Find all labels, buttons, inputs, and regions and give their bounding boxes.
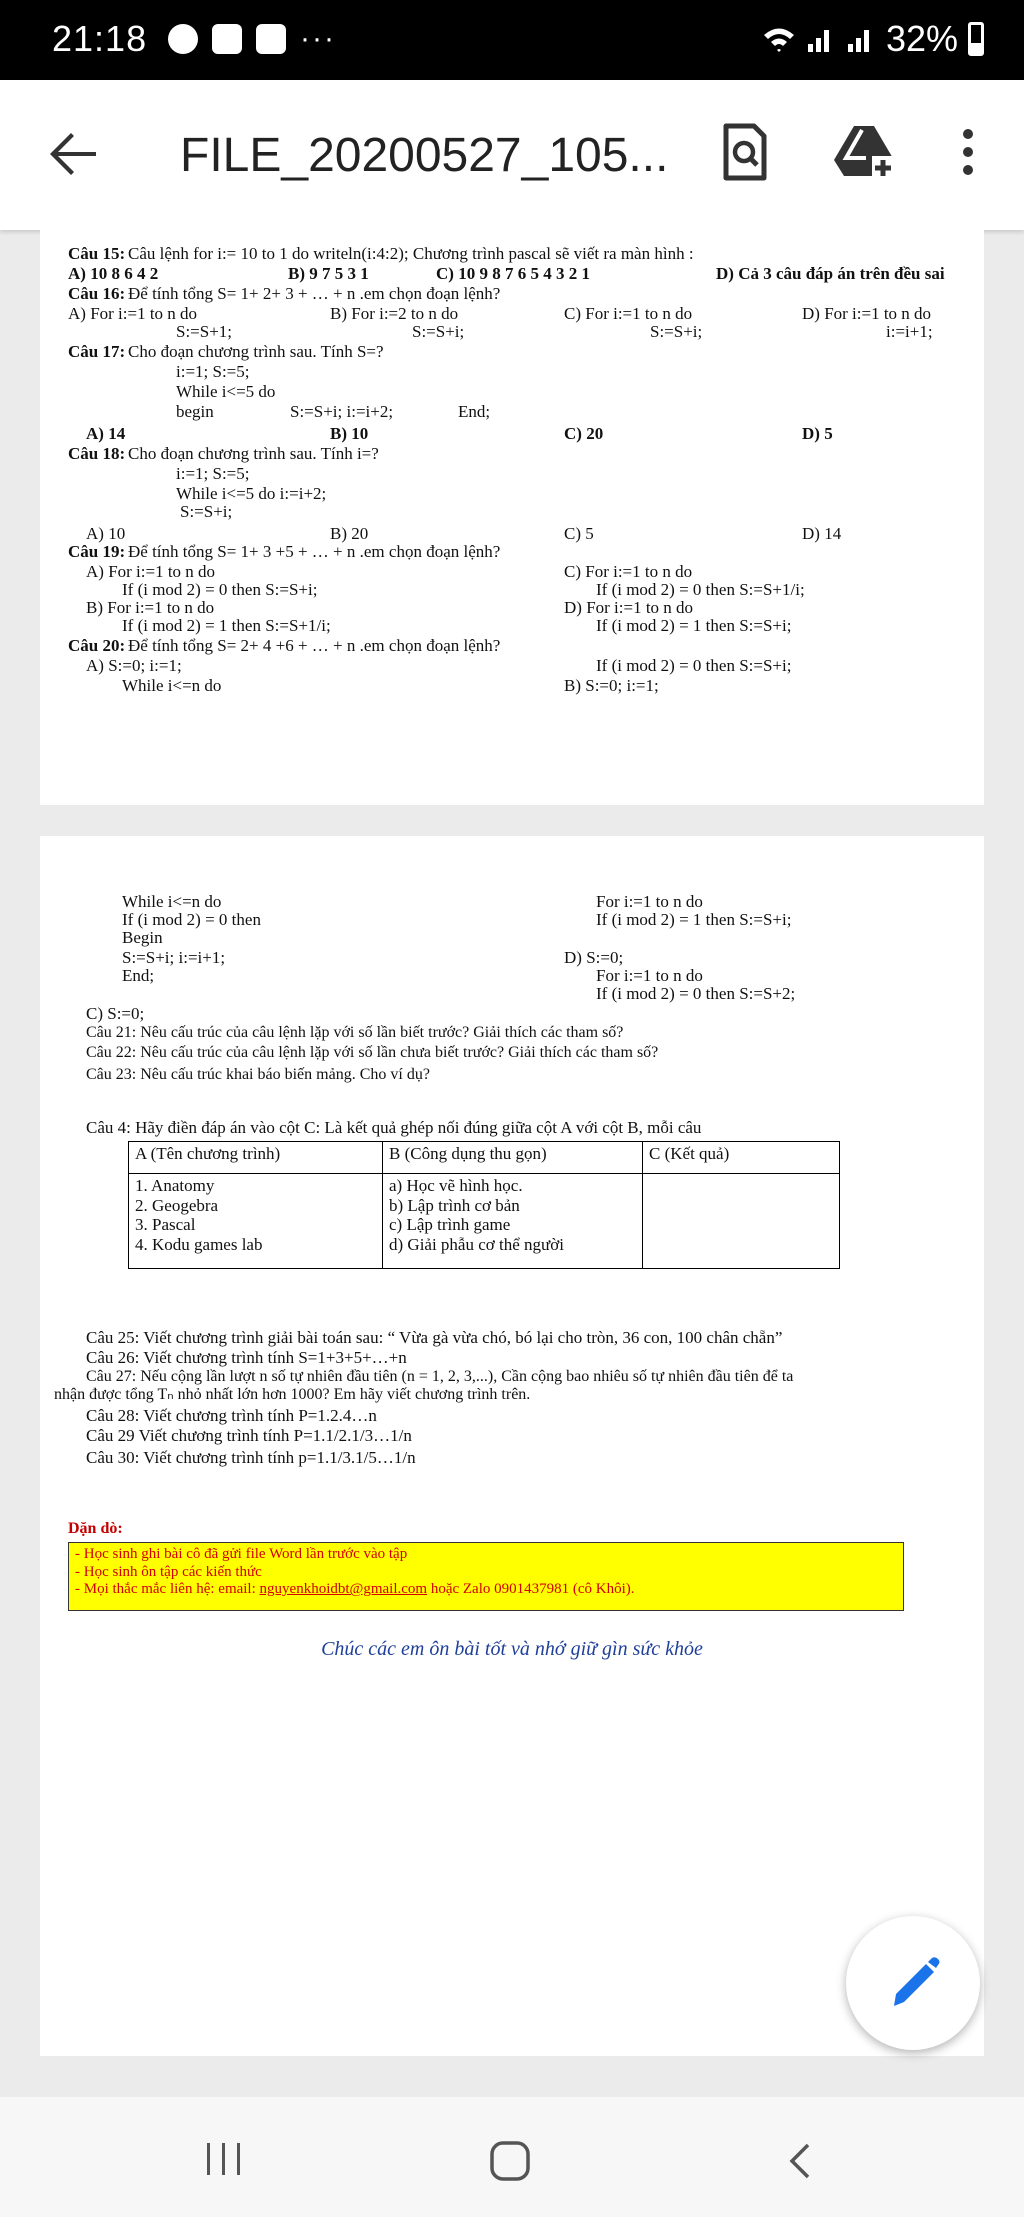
pencil-icon xyxy=(846,1916,980,2050)
table-row-2-b: b) Lập trình cơ bản xyxy=(389,1195,520,1215)
q20-option-b-line1: B) S:=0; i:=1; xyxy=(564,676,659,695)
p2-code-right-2: If (i mod 2) = 1 then S:=S+i; xyxy=(596,910,792,929)
signal-icon-2 xyxy=(846,24,876,54)
document-page-1[interactable] xyxy=(40,230,984,805)
q21: Câu 21: Nêu cấu trúc của câu lệnh lặp với số lần biết trước? Giải thích các tham số? xyxy=(86,1024,624,1041)
status-bar xyxy=(0,0,1024,80)
q17-label: Câu 17: xyxy=(68,342,126,361)
p2-code-right-1: For i:=1 to n do xyxy=(596,892,703,911)
q23: Câu 23: Nêu cấu trúc khai báo biến mảng. Cho ví dụ? xyxy=(86,1066,430,1083)
q18-option-b: B) 20 xyxy=(330,524,369,543)
q17-option-b: B) 10 xyxy=(330,424,369,443)
app-notification-icon xyxy=(168,24,198,54)
p2-code-right-4: For i:=1 to n do xyxy=(596,966,703,985)
q19-option-a-line2: If (i mod 2) = 0 then S:=S+i; xyxy=(122,580,318,599)
signal-icon-1 xyxy=(806,24,836,54)
wifi-icon xyxy=(762,24,796,54)
reminder-heading: Dặn dò: xyxy=(68,1520,123,1537)
q20-right-line1: If (i mod 2) = 0 then S:=S+i; xyxy=(596,656,792,675)
q15-option-d: D) Cả 3 câu đáp án trên đều sai xyxy=(716,264,945,283)
table-cell-b xyxy=(383,1174,643,1269)
message-notification-icon xyxy=(256,24,286,54)
q29: Câu 29 Viết chương trình tính P=1.1/2.1/3…1/n xyxy=(86,1426,412,1445)
recent-apps-icon[interactable] xyxy=(204,2139,244,2179)
q20-question: Để tính tổng S= 2+ 4 +6 + … + n .em chọn đoạn lệnh? xyxy=(128,636,501,655)
q16-option-d-line2: i:=i+1; xyxy=(886,322,933,341)
q17-option-d: D) 5 xyxy=(802,424,833,443)
add-to-drive-icon[interactable] xyxy=(832,120,896,184)
table-row-2-a: 2. Geogebra xyxy=(135,1195,219,1215)
q18-option-d: D) 14 xyxy=(802,524,842,543)
q19-option-c-line2: If (i mod 2) = 0 then S:=S+1/i; xyxy=(596,580,805,599)
q19-question: Để tính tổng S= 1+ 3 +5 + … + n .em chọn đoạn lệnh? xyxy=(128,542,501,561)
q16-option-a-line1: A) For i:=1 to n do xyxy=(68,304,198,323)
more-notifications-icon: ··· xyxy=(300,22,336,55)
p2-option-c: C) S:=0; xyxy=(86,1004,145,1023)
q15-option-b: B) 9 7 5 3 1 xyxy=(288,264,369,283)
q17-code-line3: begin xyxy=(176,402,214,421)
p2-code-left-5: End; xyxy=(122,966,155,985)
q26: Câu 26: Viết chương trình tính S=1+3+5+…+n xyxy=(86,1348,407,1367)
edit-button[interactable] xyxy=(846,1916,980,2050)
q18-code-line1: i:=1; S:=5; xyxy=(176,464,250,483)
q16-question: Để tính tổng S= 1+ 2+ 3 + … + n .em chọn đoạn lệnh? xyxy=(128,284,501,303)
q19-option-b-line2: If (i mod 2) = 1 then S:=S+1/i; xyxy=(122,616,331,635)
table-cell-c xyxy=(643,1174,840,1269)
table-cell-a xyxy=(129,1174,383,1269)
battery-icon xyxy=(968,22,984,56)
table-row-3-b: c) Lập trình game xyxy=(389,1215,511,1235)
q18-option-c: C) 5 xyxy=(564,524,594,543)
table-row-4-a: 4. Kodu games lab xyxy=(135,1234,263,1254)
status-time: 21:18 xyxy=(52,18,148,59)
q30: Câu 30: Viết chương trình tính p=1.1/3.1/5…1/n xyxy=(86,1448,416,1467)
q16-option-c-line2: S:=S+i; xyxy=(650,322,703,341)
q16-option-a-line2: S:=S+1; xyxy=(176,322,233,341)
p2-option-d: D) S:=0; xyxy=(564,948,624,967)
reminder-contact-label: - Mọi thắc mắc liên hệ: email: xyxy=(75,1581,260,1598)
q19-option-d-line1: D) For i:=1 to n do xyxy=(564,598,694,617)
q17-code-line5: End; xyxy=(458,402,491,421)
battery-percent: 32% xyxy=(885,18,958,59)
q16-option-c-line1: C) For i:=1 to n do xyxy=(564,304,693,323)
home-icon[interactable] xyxy=(488,2139,534,2185)
q27-line2: nhận được tổng Tₙ nhỏ nhất lớn hơn 1000? Em hãy viết chương trình trên. xyxy=(54,1386,531,1403)
q15-text: Câu 15: xyxy=(68,244,126,263)
q16-option-b-line1: B) For i:=2 to n do xyxy=(330,304,459,323)
q19-option-c-line1: C) For i:=1 to n do xyxy=(564,562,693,581)
q28: Câu 28: Viết chương trình tính P=1.2.4…n xyxy=(86,1406,377,1425)
q16-option-d-line1: D) For i:=1 to n do xyxy=(802,304,932,323)
q16-label: Câu 16: xyxy=(68,284,126,303)
app-toolbar xyxy=(0,80,1024,230)
q18-code-line2: While i<=5 do i:=i+2; xyxy=(176,484,327,503)
table-header-c: C (Kết quả) xyxy=(643,1142,840,1174)
p2-code-left-1: While i<=n do xyxy=(122,892,222,911)
youtube-notification-icon xyxy=(212,24,242,54)
q15-option-c: C) 10 9 8 7 6 5 4 3 2 1 xyxy=(436,264,590,283)
reminder-line-1: - Học sinh ghi bài cô đã gửi file Word lần trước vào tập xyxy=(75,1546,408,1562)
reminder-line-3 xyxy=(75,1581,897,1599)
q16-option-b-line2: S:=S+i; xyxy=(412,322,465,341)
p2-code-right-5: If (i mod 2) = 0 then S:=S+2; xyxy=(596,984,796,1003)
system-nav-bar xyxy=(0,2097,1024,2217)
document-title: FILE_20200527_105... xyxy=(180,129,669,182)
q19-option-a-line1: A) For i:=1 to n do xyxy=(86,562,216,581)
email-link[interactable]: nguyenkhoidbt@gmail.com xyxy=(259,1581,428,1598)
more-options-icon[interactable] xyxy=(936,120,1000,184)
table-header-a: A (Tên chương trình) xyxy=(129,1142,383,1174)
q15-question: Câu lệnh for i:= 10 to 1 do writeln(i:4:2); Chương trình pascal sẽ viết ra màn hình : xyxy=(128,244,694,263)
q27-line1: Câu 27: Nếu cộng lần lượt n số tự nhiên đầu tiên (n = 1, 2, 3,...), Cần cộng bao nhiêu số tự nhiên đầu tiên để ta xyxy=(86,1368,794,1385)
q17-option-a: A) 14 xyxy=(86,424,126,443)
q19-label: Câu 19: xyxy=(68,542,126,561)
p2-code-left-4: S:=S+i; i:=i+1; xyxy=(122,948,226,967)
q15-option-a: A) 10 8 6 4 2 xyxy=(68,264,159,283)
q17-code-line2: While i<=5 do xyxy=(176,382,276,401)
q22: Câu 22: Nêu cấu trúc của câu lệnh lặp với số lần chưa biết trước? Giải thích các tham số? xyxy=(86,1044,659,1061)
q19-option-d-line2: If (i mod 2) = 1 then S:=S+i; xyxy=(596,616,792,635)
q18-label: Câu 18: xyxy=(68,444,126,463)
q18-code-line3: S:=S+i; xyxy=(180,502,233,521)
q17-question: Cho đoạn chương trình sau. Tính S=? xyxy=(128,342,384,361)
q18-option-a: A) 10 xyxy=(86,524,126,543)
reminder-box xyxy=(68,1542,904,1611)
q4: Câu 4: Hãy điền đáp án vào cột C: Là kết quả ghép nối đúng giữa cột A với cột B, mỗi câu xyxy=(86,1118,702,1137)
q20-label: Câu 20: xyxy=(68,636,126,655)
q17-code-line1: i:=1; S:=5; xyxy=(176,362,250,381)
q20-option-a-line2: While i<=n do xyxy=(122,676,222,695)
reminder-zalo: hoặc Zalo 0901437981 (cô Khôi). xyxy=(427,1581,635,1598)
nav-back-icon[interactable] xyxy=(782,2139,822,2185)
back-arrow-icon[interactable] xyxy=(44,124,104,184)
table-header-b: B (Công dụng thu gọn) xyxy=(383,1142,643,1174)
q25: Câu 25: Viết chương trình giải bài toán sau: “ Vừa gà vừa chó, bó lại cho tròn, 36 con, 100 chân chẵn” xyxy=(86,1328,783,1347)
reminder-line-2: - Học sinh ôn tập các kiến thức xyxy=(75,1563,262,1580)
q17-code-line4: S:=S+i; i:=i+2; xyxy=(290,402,394,421)
document-page-2[interactable] xyxy=(40,836,984,2056)
matching-table xyxy=(128,1141,840,1269)
table-row-3-a: 3. Pascal xyxy=(135,1215,196,1235)
q18-question: Cho đoạn chương trình sau. Tính i=? xyxy=(128,444,379,463)
q19-option-b-line1: B) For i:=1 to n do xyxy=(86,598,215,617)
p2-code-left-3: Begin xyxy=(122,928,163,947)
table-row-1-a: 1. Anatomy xyxy=(135,1176,215,1195)
search-in-document-icon[interactable] xyxy=(712,120,776,184)
q17-option-c: C) 20 xyxy=(564,424,604,443)
table-row-4-b: d) Giải phẫu cơ thể người xyxy=(389,1234,564,1254)
table-row-1-b: a) Học vẽ hình học. xyxy=(389,1176,523,1195)
q20-option-a-line1: A) S:=0; i:=1; xyxy=(86,656,182,675)
p2-code-left-2: If (i mod 2) = 0 then xyxy=(122,910,261,929)
closing-message: Chúc các em ôn bài tốt và nhớ giữ gìn sức khỏe xyxy=(321,1638,703,1660)
